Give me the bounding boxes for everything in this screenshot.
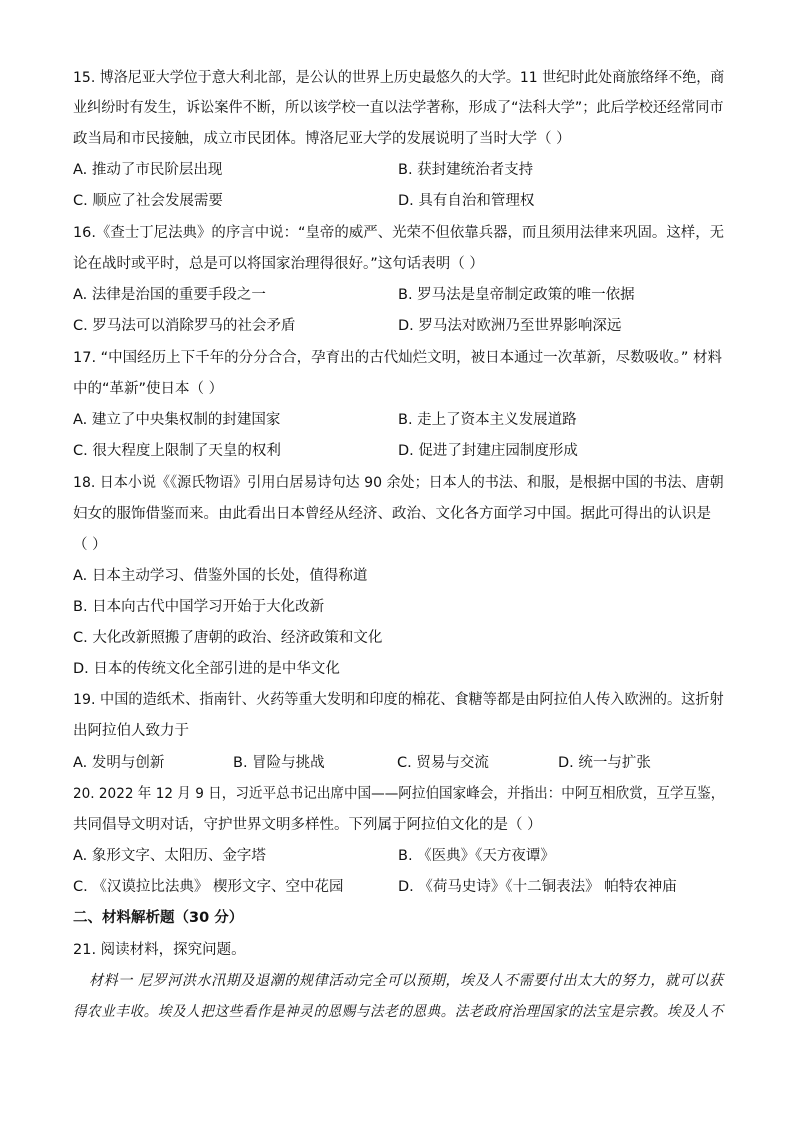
q17-option-d: D. 促进了封建庄园制度形成: [398, 443, 578, 459]
q15-stem-line2: 业纠纷时有发生，诉讼案件不断，所以该学校一直以法学著称，形成了“法科大学”；此后学校还经常同市: [73, 100, 724, 116]
q20-option-a: A. 象形文字、太阳历、金字塔: [73, 848, 266, 864]
q16-option-a: A. 法律是治国的重要手段之一: [73, 287, 266, 303]
section-heading: 二、材料解析题（30 分）: [73, 910, 244, 926]
q20-option-b: B. 《医典》《天方夜谭》: [398, 848, 555, 864]
q18-option-a: A. 日本主动学习、借鉴外国的长处，值得称道: [73, 568, 368, 584]
q18-stem-line2: 妇女的服饰借鉴而来。由此看出日本曾经从经济、政治、文化各方面学习中国。据此可得出的认识是: [73, 506, 711, 522]
q15-stem-line1: 15. 博洛尼亚大学位于意大利北部，是公认的世界上历史最悠久的大学。11 世纪时此处商旅络绎不绝，商: [73, 70, 725, 86]
q19-option-c: C. 贸易与交流: [397, 755, 489, 771]
q19-option-a: A. 发明与创新: [73, 755, 165, 771]
q16-option-d: D. 罗马法对欧洲乃至世界影响深远: [398, 318, 622, 334]
q21-stem: 21. 阅读材料，探究问题。: [73, 942, 246, 958]
q15-option-d: D. 具有自治和管理权: [398, 193, 535, 209]
q19-stem-line2: 出阿拉伯人致力于: [73, 723, 189, 739]
q17-option-a: A. 建立了中央集权制的封建国家: [73, 412, 281, 428]
q20-stem-line2: 共同倡导文明对话，守护世界文明多样性。下列属于阿拉伯文化的是（ ）: [73, 817, 542, 833]
q20-stem-line1: 20. 2022 年 12 月 9 日，习近平总书记出席中国——阿拉伯国家峰会，并指出：中阿互相欣赏，互学互鉴，: [73, 786, 725, 802]
q21-material-line2: 得农业丰收。埃及人把这些看作是神灵的恩赐与法老的恩典。法老政府治理国家的法宝是宗教。埃及人不: [73, 1004, 724, 1020]
q19-option-b: B. 冒险与挑战: [233, 755, 325, 771]
q17-option-b: B. 走上了资本主义发展道路: [398, 412, 577, 428]
q20-option-c: C. 《汉谟拉比法典》 楔形文字、空中花园: [73, 879, 344, 895]
q15-option-a: A. 推动了市民阶层出现: [73, 162, 223, 178]
q16-stem-line2: 论在战时或平时，总是可以将国家治理得很好。”这句话表明（ ）: [73, 256, 484, 272]
q21-material-line1: 材料一 尼罗河洪水汛期及退潮的规律活动完全可以预期，埃及人不需要付出太大的努力，就可以获: [89, 973, 724, 989]
q19-option-d: D. 统一与扩张: [558, 755, 651, 771]
q18-stem-line3: （ ）: [73, 537, 107, 553]
q17-stem-line2: 中的“革新”使日本（ ）: [73, 381, 224, 397]
q16-option-b: B. 罗马法是皇帝制定政策的唯一依据: [398, 287, 635, 303]
q20-option-d: D. 《荷马史诗》《十二铜表法》 帕特农神庙: [398, 879, 677, 895]
q18-stem-line1: 18. 日本小说《《源氏物语》引用白居易诗句达 90 余处；日本人的书法、和服，是根据中国的书法、唐朝: [73, 475, 724, 491]
q16-stem-line1: 16.《查士丁尼法典》的序言中说：“皇帝的威严、光荣不但依靠兵器，而且须用法律来巩固。这样，无: [73, 225, 725, 241]
q18-option-c: C. 大化改新照搬了唐朝的政治、经济政策和文化: [73, 630, 383, 646]
q15-option-c: C. 顺应了社会发展需要: [73, 193, 223, 209]
q17-option-c: C. 很大程度上限制了天皇的权利: [73, 443, 281, 459]
q17-stem-line1: 17. “中国经历上下千年的分分合合，孕育出的古代灿烂文明，被日本通过一次革新，尽数吸收。” 材料: [73, 350, 723, 366]
q18-option-b: B. 日本向古代中国学习开始于大化改新: [73, 599, 325, 615]
q15-option-b: B. 获封建统治者支持: [398, 162, 534, 178]
q18-option-d: D. 日本的传统文化全部引进的是中华文化: [73, 661, 340, 677]
q16-option-c: C. 罗马法可以消除罗马的社会矛盾: [73, 318, 296, 334]
q19-stem-line1: 19. 中国的造纸术、指南针、火药等重大发明和印度的棉花、食糖等都是由阿拉伯人传入欧洲的。这折射: [73, 692, 724, 708]
q15-stem-line3: 政当局和市民接触，成立市民团体。博洛尼亚大学的发展说明了当时大学（ ）: [73, 131, 571, 147]
